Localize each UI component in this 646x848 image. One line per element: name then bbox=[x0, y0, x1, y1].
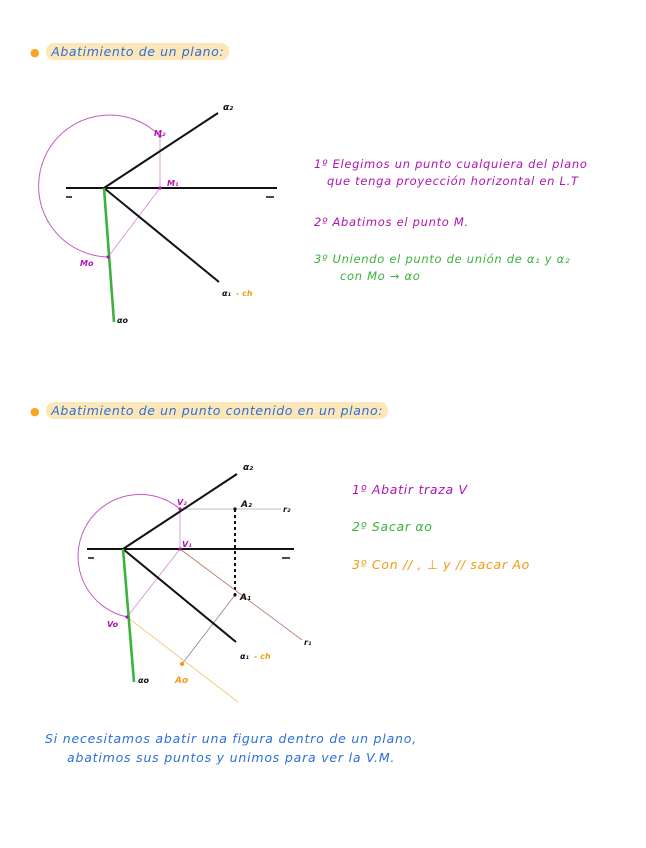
section1-step3-line2: con Mo → αo bbox=[340, 269, 421, 283]
label-alpha2: α₂ bbox=[223, 103, 234, 113]
bullet-icon: ● bbox=[30, 46, 41, 59]
label-alpha-o-2: αo bbox=[138, 676, 149, 685]
point-m1 bbox=[158, 186, 161, 189]
label-v1: V₁ bbox=[182, 540, 192, 549]
trace-alpha1 bbox=[104, 188, 219, 282]
section1-step3 bbox=[314, 251, 570, 285]
point-a2 bbox=[233, 507, 236, 510]
label-ao: Ao bbox=[175, 676, 189, 686]
section1-step1-line1: 1º Elegimos un punto cualquiera del plano bbox=[314, 157, 588, 171]
section2-title: Abatimiento de un punto contenido en un plano: bbox=[46, 402, 388, 419]
closing-note-line2: abatimos sus puntos y unimos para ver la V.M. bbox=[67, 750, 396, 765]
label-r1: r₁ bbox=[304, 638, 312, 647]
label-alpha-o: αo bbox=[117, 316, 128, 325]
label-m2: M₂ bbox=[154, 129, 166, 138]
closing-note-line1: Si necesitamos abatir una figura dentro de un plano, bbox=[45, 731, 417, 746]
closing-note bbox=[45, 729, 417, 767]
label-mo: Mo bbox=[80, 259, 94, 268]
label-a2: A₂ bbox=[241, 500, 252, 510]
label-r2: r₂ bbox=[283, 505, 291, 514]
label-alpha1-2: α₁ bbox=[240, 652, 249, 661]
section2-heading bbox=[30, 403, 388, 418]
point-vo bbox=[125, 615, 128, 618]
abatement-arc bbox=[39, 115, 160, 257]
label-alpha1-2-suffix: - ch bbox=[254, 652, 271, 661]
section1-step1-line2: que tenga proyección horizontal en L.T bbox=[327, 174, 579, 188]
section1-step2-line1: 2º Abatimos el punto M. bbox=[314, 215, 469, 229]
label-vo: Vo bbox=[107, 620, 119, 629]
point-v2 bbox=[178, 507, 181, 510]
trace-alpha2 bbox=[104, 113, 218, 188]
trace-alpha-o bbox=[104, 188, 114, 322]
label-alpha1: α₁ bbox=[222, 289, 231, 298]
section2-step1: 1º Abatir traza V bbox=[352, 482, 468, 497]
label-v2: V₂ bbox=[177, 498, 187, 507]
point-mo bbox=[106, 255, 109, 258]
section2-step2: 2º Sacar αo bbox=[352, 519, 433, 534]
section1-title: Abatimiento de un plano: bbox=[46, 43, 229, 60]
point-a1 bbox=[233, 593, 236, 596]
label-m1: M₁ bbox=[167, 179, 179, 188]
bullet-icon: ● bbox=[30, 405, 41, 418]
label-a1: A₁ bbox=[240, 593, 251, 603]
trace-alpha1-2 bbox=[123, 549, 236, 642]
label-alpha2-2: α₂ bbox=[243, 463, 254, 473]
trace-alpha-o-2 bbox=[123, 549, 134, 682]
section1-step2 bbox=[314, 214, 469, 231]
section1-step3-line1: 3º Uniendo el punto de unión de α₁ y α₂ bbox=[314, 252, 571, 266]
point-ao bbox=[180, 662, 184, 666]
abatement-arc-2 bbox=[78, 494, 180, 617]
label-alpha1-suffix: - ch bbox=[236, 289, 253, 298]
section1-step1 bbox=[314, 156, 588, 190]
section2-step3: 3º Con // , ⊥ y // sacar Ao bbox=[352, 557, 530, 572]
